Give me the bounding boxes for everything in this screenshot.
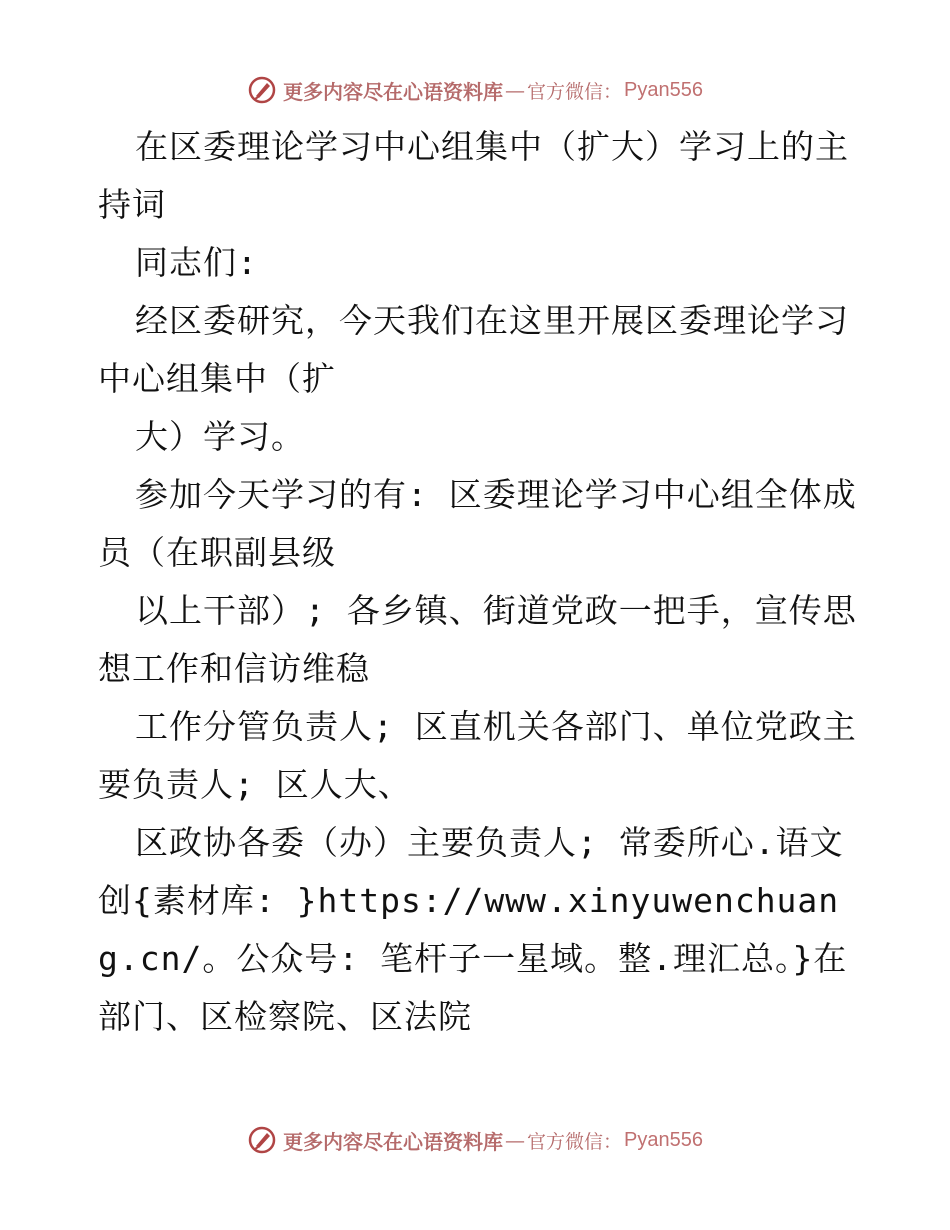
pen-logo-icon: [247, 1125, 277, 1155]
header-banner: [0, 70, 950, 110]
paragraph: 以上干部）; 各乡镇、街道党政一把手，宣传思想工作和信访维稳: [98, 591, 857, 688]
header-separator: —: [505, 78, 525, 102]
header-promo-text: 更多内容尽在心语资料库: [283, 79, 503, 104]
paragraph: 区政协各委（办）主要负责人; 常委所心.语文创{素材库: }https://www.xinyuwenchuang.cn/。公众号: 笔杆子一星域。整.理汇总。}在部门、区检察院、区法院: [98, 823, 848, 1036]
footer-wechat-label: 官方微信：: [527, 1130, 623, 1153]
footer-wechat-id: Pyan556: [624, 1128, 703, 1151]
header-wechat-id: Pyan556: [624, 78, 703, 101]
salutation: 同志们:: [135, 243, 258, 282]
paragraph: 参加今天学习的有: 区委理论学习中心组全体成员（在职副县级: [98, 475, 857, 572]
footer-promo-text: 更多内容尽在心语资料库: [283, 1129, 503, 1154]
footer-banner: [0, 1120, 950, 1160]
paragraph: 工作分管负责人; 区直机关各部门、单位党政主要负责人; 区人大、: [98, 707, 857, 804]
paragraph: 经区委研究，今天我们在这里开展区委理论学习中心组集中（扩: [98, 301, 849, 398]
document-body: [98, 118, 858, 1046]
pen-logo-icon: [247, 75, 277, 105]
header-wechat-label: 官方微信：: [527, 80, 623, 103]
paragraph: 大）学习。: [135, 417, 305, 456]
document-title: 在区委理论学习中心组集中（扩大）学习上的主持词: [98, 127, 849, 224]
footer-separator: —: [505, 1128, 525, 1152]
